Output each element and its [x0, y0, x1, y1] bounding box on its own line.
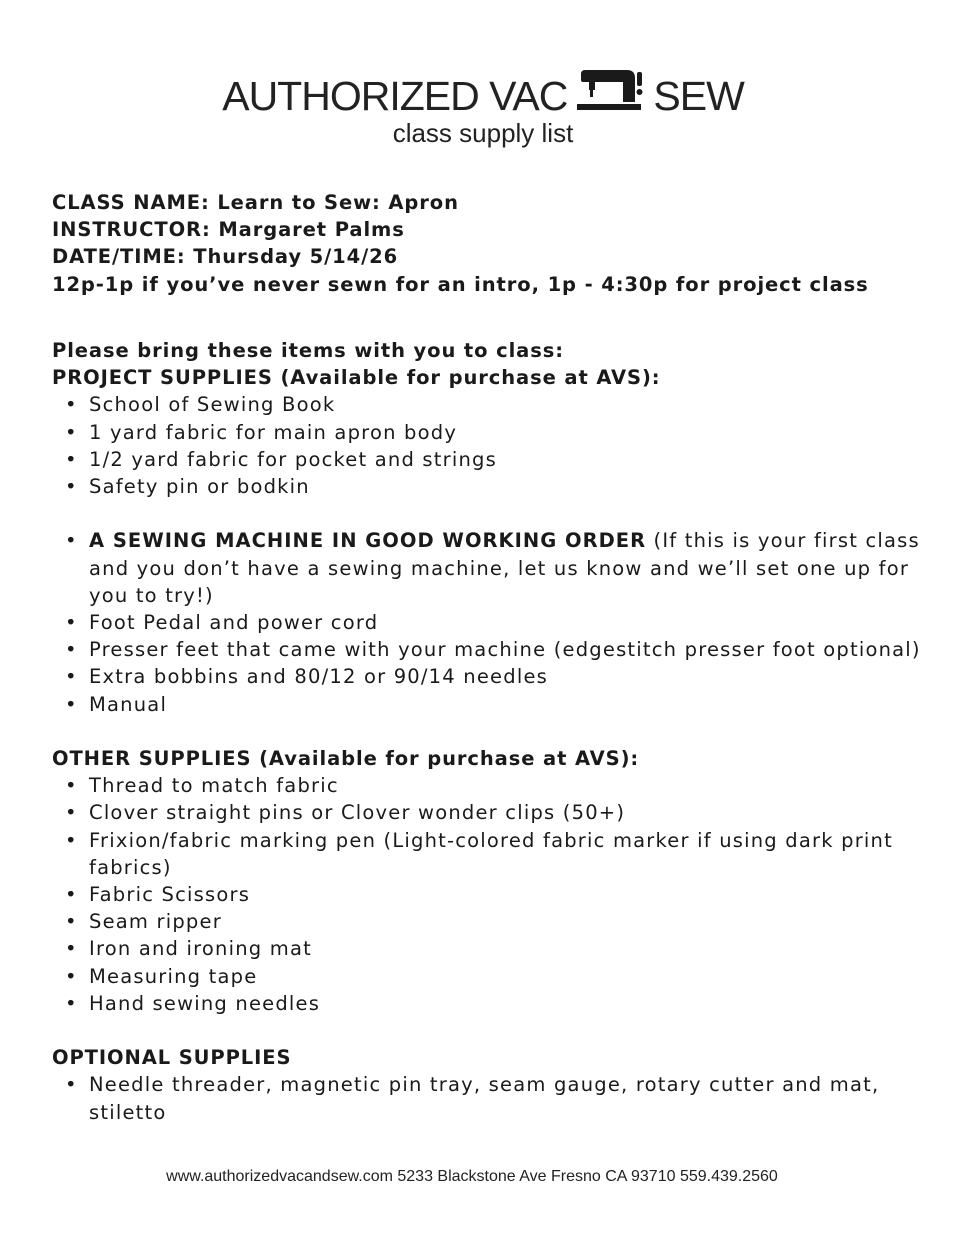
brand-logo	[0, 68, 966, 123]
date-time: DATE/TIME: Thursday 5/14/26	[52, 245, 399, 269]
class-info	[52, 189, 942, 298]
page-header	[0, 68, 966, 147]
list-item: • School of Sewing Book	[89, 391, 922, 418]
instructor: INSTRUCTOR: Margaret Palms	[52, 218, 405, 242]
class-name: CLASS NAME: Learn to Sew: Apron	[52, 191, 459, 214]
other-supplies-list	[52, 772, 922, 1017]
list-item: • Measuring tape	[89, 963, 922, 990]
footer-contact: www.authorizedvacandsew.com 5233 Blackstone Ave Fresno CA 93710 559.439.2560	[166, 1168, 778, 1185]
project-supplies-heading: PROJECT SUPPLIES (Available for purchase at AVS):	[52, 366, 661, 390]
list-item: • Needle threader, magnetic pin tray, seam gauge, rotary cutter and mat, stiletto	[89, 1071, 922, 1125]
list-item: • Manual	[89, 691, 922, 718]
list-item: • Thread to match fabric	[89, 772, 922, 799]
list-item: • Seam ripper	[89, 908, 922, 935]
list-item	[89, 527, 922, 609]
intro-text: Please bring these items with you to class:	[52, 339, 564, 362]
optional-supplies-heading: OPTIONAL SUPPLIES	[52, 1046, 292, 1070]
machine-supplies-list	[52, 527, 922, 717]
schedule: 12p-1p if you’ve never sewn for an intro, 1p - 4:30p for project class	[52, 272, 869, 296]
list-item: • 1/2 yard fabric for pocket and strings	[89, 446, 922, 473]
list-item: • Foot Pedal and power cord	[89, 609, 922, 636]
machine-requirement: A SEWING MACHINE IN GOOD WORKING ORDER	[89, 529, 647, 553]
machine-note: (If this is your first class and you don’t have a sewing machine, let us know and we’ll set one up for you to try!)	[89, 529, 920, 607]
brand-name-right: SEW	[653, 72, 744, 119]
sewing-machine-icon	[575, 68, 645, 123]
list-item: • Fabric Scissors	[89, 881, 922, 908]
optional-supplies-list	[52, 1071, 922, 1125]
list-item: • Frixion/fabric marking pen (Light-colored fabric marker if using dark print fabrics)	[89, 827, 922, 881]
page-subtitle: class supply list	[392, 118, 574, 148]
list-item: • Presser feet that came with your machine (edgestitch presser foot optional)	[89, 636, 922, 663]
list-item: • Safety pin or bodkin	[89, 473, 922, 500]
other-supplies-heading: OTHER SUPPLIES (Available for purchase at AVS):	[52, 747, 640, 771]
list-item: • Hand sewing needles	[89, 990, 922, 1017]
project-supplies-list	[52, 391, 922, 500]
list-item: • 1 yard fabric for main apron body	[89, 419, 922, 446]
supply-list	[52, 337, 922, 1126]
list-item: • Extra bobbins and 80/12 or 90/14 needles	[89, 663, 922, 690]
list-item: • Clover straight pins or Clover wonder clips (50+)	[89, 799, 922, 826]
list-item: • Iron and ironing mat	[89, 935, 922, 962]
brand-name-left: AUTHORIZED VAC	[222, 72, 568, 119]
